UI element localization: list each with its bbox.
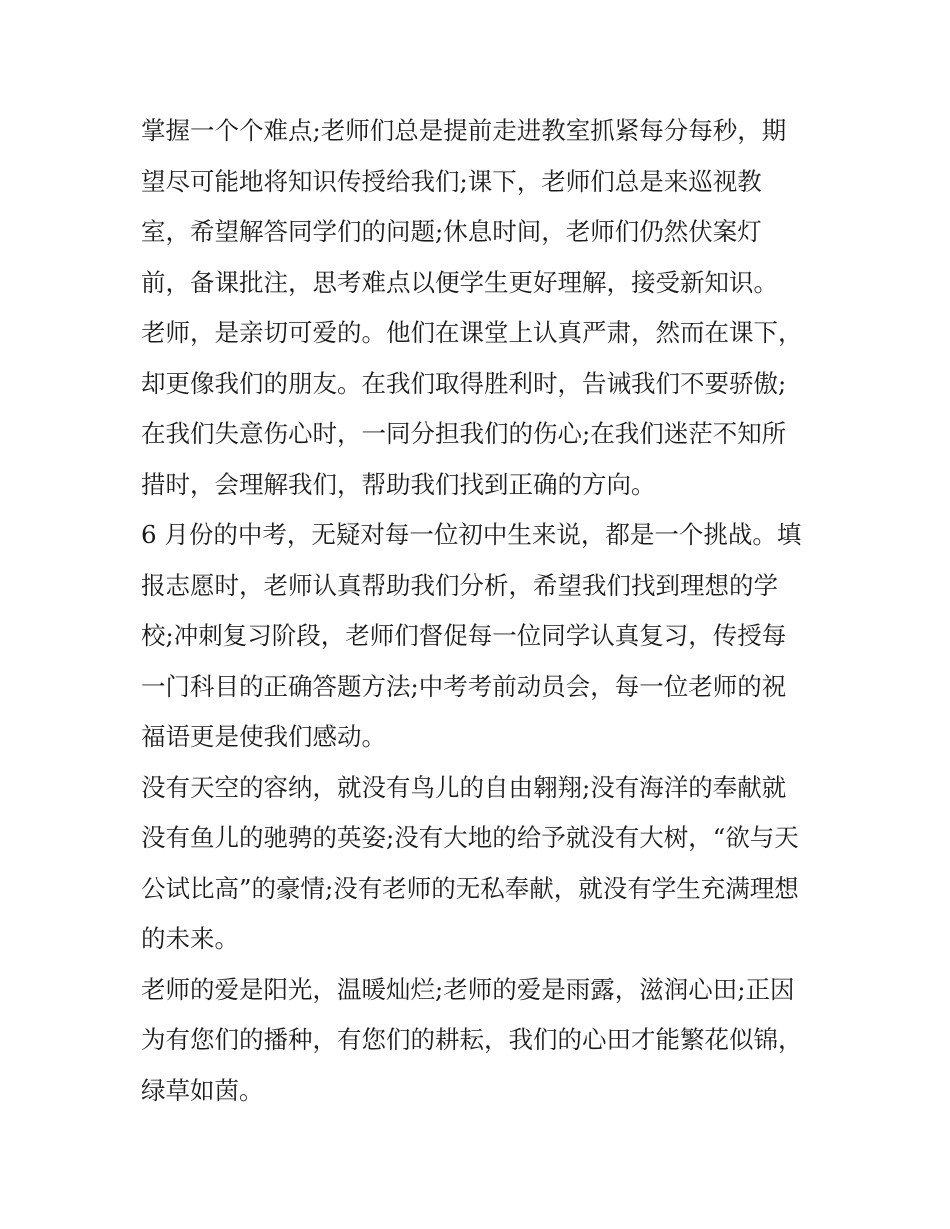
text-line: 掌握一个个难点;老师们总是提前走进教室抓紧每分每秒，期 xyxy=(141,116,787,145)
text-line: 一门科目的正确答题方法;中考考前动员会，每一位老师的祝 xyxy=(141,671,787,701)
text-line: 福语更是使我们感动。 xyxy=(141,722,386,751)
text-line: 却更像我们的朋友。在我们取得胜利时，告诫我们不要骄傲; xyxy=(141,368,787,398)
paragraph-3 xyxy=(141,510,821,763)
text-line: 公试比高”的豪情;没有老师的无私奉献，就没有学生充满理想 xyxy=(141,873,799,903)
text-line: 绿草如茵。 xyxy=(141,1075,264,1105)
text-line: 为有您们的播种，有您们的耕耘，我们的心田才能繁花似锦， xyxy=(141,1025,803,1054)
text-line: 望尽可能地将知识传授给我们;课下，老师们总是来巡视教 xyxy=(141,166,762,196)
text-line: 没有天空的容纳，就没有鸟儿的自由翱翔;没有海洋的奉献就 xyxy=(141,772,787,802)
text-line: 前，备课批注，思考难点以便学生更好理解，接受新知识。 xyxy=(141,267,778,297)
text-line: 室，希望解答同学们的问题;休息时间，老师们仍然伏案灯 xyxy=(141,217,762,246)
text-line: 老师的爱是阳光，温暖灿烂;老师的爱是雨露，滋润心田;正因 xyxy=(141,974,795,1004)
text-line: 没有鱼儿的驰骋的英姿;没有大地的给予就没有大树，“欲与天 xyxy=(141,823,799,852)
text-line: 报志愿时，老师认真帮助我们分析，希望我们找到理想的学 xyxy=(141,570,778,600)
text-line: 老师，是亲切可爱的。他们在课堂上认真严肃，然而在课下， xyxy=(141,318,803,347)
text-line: 校;冲刺复习阶段，老师们督促每一位同学认真复习，传授每 xyxy=(141,621,787,650)
paragraph-2 xyxy=(141,308,821,510)
text-line: 在我们失意伤心时，一同分担我们的伤心;在我们迷茫不知所 xyxy=(141,419,787,448)
document-body xyxy=(141,106,821,1116)
paragraph-4 xyxy=(141,763,821,965)
text-line: 措时，会理解我们，帮助我们找到正确的方向。 xyxy=(141,469,656,499)
paragraph-5 xyxy=(141,965,821,1117)
text-line: 的未来。 xyxy=(141,924,239,953)
text-line: 6 月份的中考，无疑对每一位初中生来说，都是一个挑战。填 xyxy=(141,520,802,549)
paragraph-1 xyxy=(141,106,821,308)
